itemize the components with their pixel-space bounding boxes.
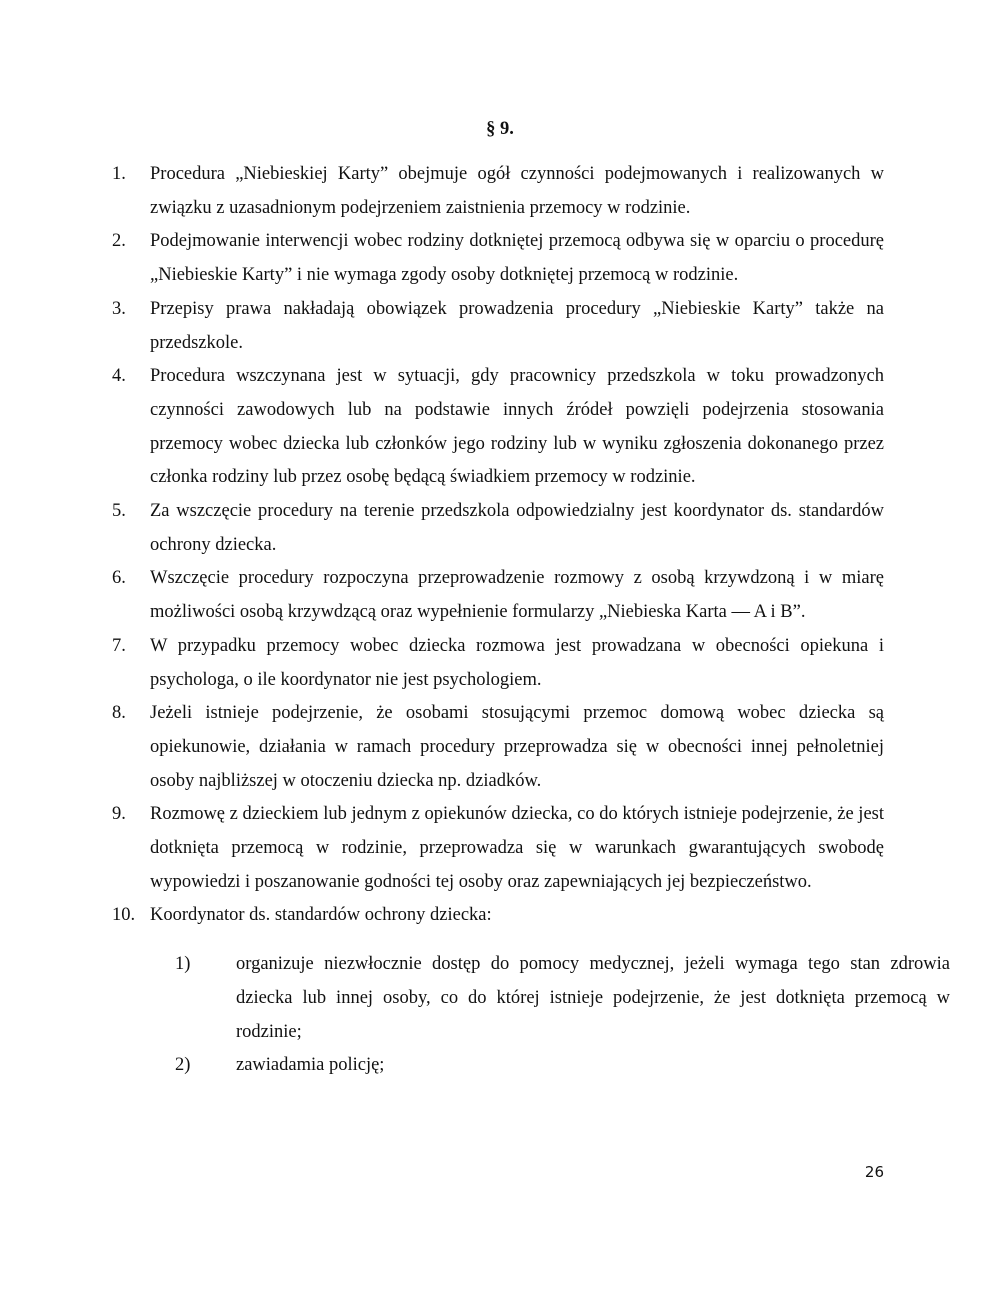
- sub-list-item-number: 2): [175, 1055, 191, 1076]
- list-item: [112, 293, 884, 360]
- list-item-number: 9.: [112, 804, 126, 825]
- section-title: § 9.: [486, 119, 514, 139]
- list-item: [112, 360, 884, 495]
- list-item-text: Rozmowę z dzieckiem lub jednym z opiekunów dziecka, co do których istnieje podejrzenie, że jest dotknięta przemocą w rodzinie, przeprowadza się w warunkach gwarantujących swobodę wypowiedzi i poszanowanie godności tej osoby oraz zapewniających jej bezpieczeństwo.: [150, 804, 884, 892]
- list-item-text: Podejmowanie interwencji wobec rodziny dotkniętej przemocą odbywa się w oparciu o procedurę „Niebieskie Karty” i nie wymaga zgody osoby dotkniętej przemocą w rodzinie.: [150, 231, 884, 286]
- sub-list-item-text: zawiadamia policję;: [236, 1055, 385, 1076]
- list-item: [112, 225, 884, 292]
- list-item-number: 4.: [112, 366, 126, 387]
- list-item-number: 1.: [112, 164, 126, 184]
- list-item: [112, 630, 884, 697]
- numbered-list: [112, 158, 950, 1083]
- sub-list: [141, 948, 950, 1083]
- sub-list-item: [175, 1049, 950, 1083]
- sub-list-item: [175, 948, 950, 1049]
- page-number: 26: [864, 1163, 884, 1181]
- list-item-number: 3.: [112, 298, 126, 319]
- list-item-number: 2.: [112, 231, 126, 252]
- list-item-text: Wszczęcie procedury rozpoczyna przeprowadzenie rozmowy z osobą krzywdzoną i w miarę możliwości osobą krzywdzącą oraz wypełnienie formularzy „Niebieska Karta — A i B”.: [150, 568, 884, 623]
- list-item: [112, 562, 884, 629]
- list-item-text: W przypadku przemocy wobec dziecka rozmowa jest prowadzana w obecności opiekuna i psychologa, o ile koordynator nie jest psychologiem.: [150, 635, 884, 690]
- list-item-number: 6.: [112, 568, 126, 589]
- list-item-text: Przepisy prawa nakładają obowiązek prowadzenia procedury „Niebieskie Karty” także na przedszkole.: [150, 298, 884, 353]
- list-item-text: Jeżeli istnieje podejrzenie, że osobami stosującymi przemoc domową wobec dziecka są opiekunowie, działania w ramach procedury przeprowadza się w obecności innej pełnoletniej osoby najbliższej w otoczeniu dziecka np. dziadków.: [150, 703, 884, 791]
- list-item-number: 10.: [112, 905, 136, 926]
- sub-list-item-text: organizuje niezwłocznie dostęp do pomocy medycznej, jeżeli wymaga tego stan zdrowia dziecka lub innej osoby, co do której istnieje podejrzenie, że jest dotknięta przemocą w rodzinie;: [236, 954, 950, 1042]
- list-item-number: 5.: [112, 501, 126, 522]
- list-item: [112, 798, 884, 899]
- list-item-text: Procedura wszczynana jest w sytuacji, gdy pracownicy przedszkola w toku prowadzonych czynności zawodowych lub na podstawie innych źródeł powzięli podejrzenia stosowania przemocy wobec dziecka lub członków jego rodziny lub w wyniku zgłoszenia dokonanego przez członka rodziny lub przez osobę będącą świadkiem przemocy w rodzinie.: [150, 366, 884, 488]
- list-item-text: Procedura „Niebieskiej Karty” obejmuje ogół czynności podejmowanych i realizowanych w związku z uzasadnionym podejrzeniem zaistnienia przemocy w rodzinie.: [150, 164, 884, 218]
- list-item-number: 7.: [112, 635, 126, 656]
- list-item: [112, 158, 884, 225]
- list-item: [112, 495, 884, 562]
- list-item-text: Koordynator ds. standardów ochrony dziecka:: [150, 905, 492, 926]
- list-item: [112, 697, 884, 798]
- list-item: [112, 899, 950, 1083]
- list-item-text: Za wszczęcie procedury na terenie przedszkola odpowiedzialny jest koordynator ds. standardów ochrony dziecka.: [150, 501, 884, 555]
- list-item-number: 8.: [112, 703, 126, 724]
- sub-list-item-number: 1): [175, 954, 191, 975]
